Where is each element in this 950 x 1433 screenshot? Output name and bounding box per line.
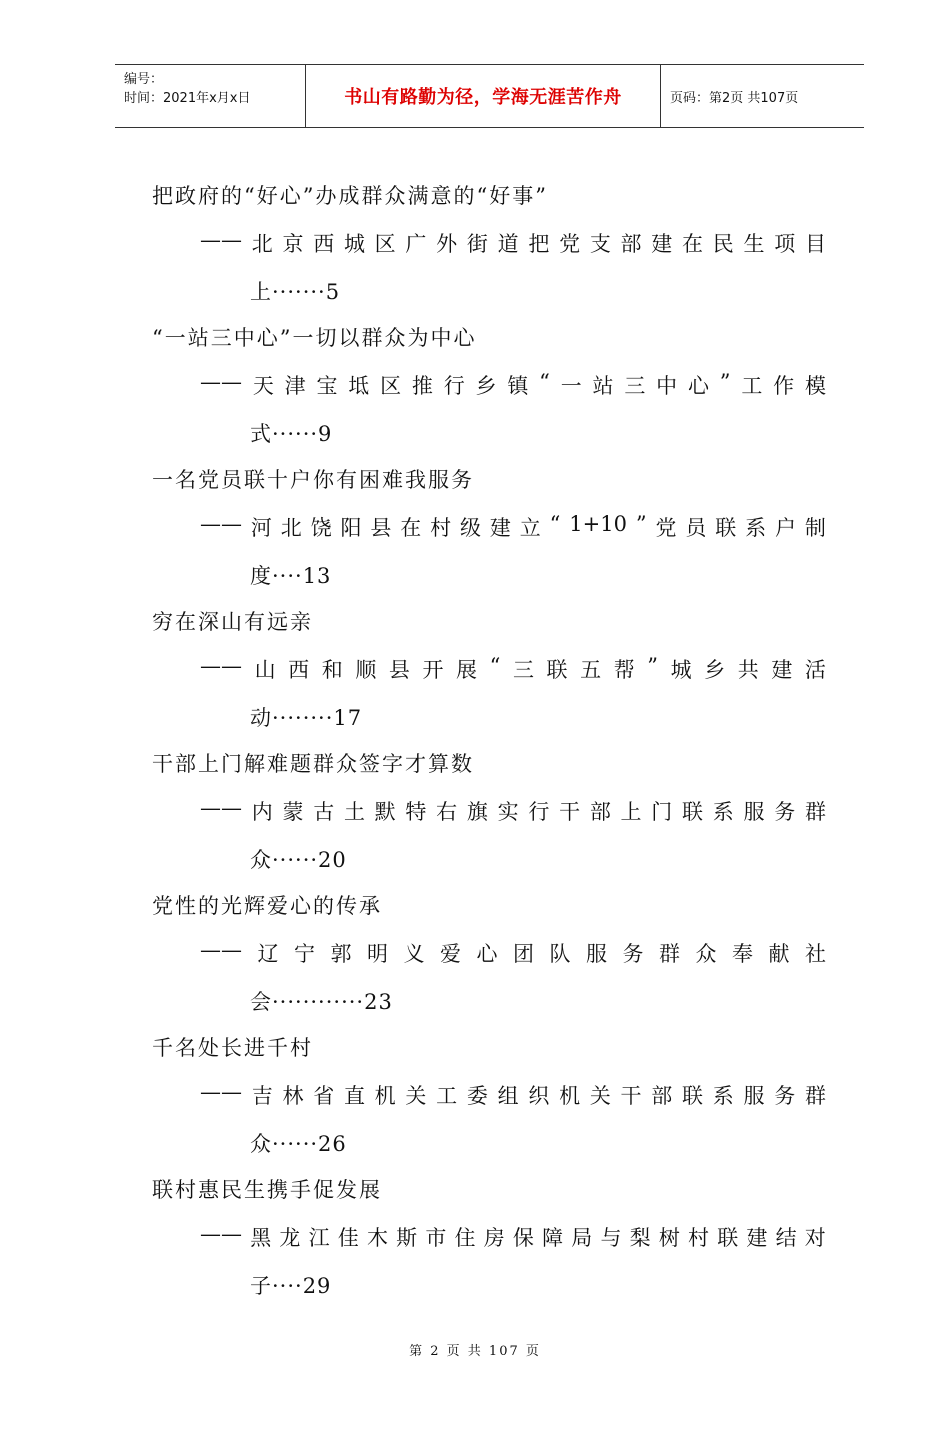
header-motto: 书山有路勤为径，学海无涯苦作舟	[344, 87, 622, 108]
toc-entry-title[interactable]: “一站三中心”一切以群众为中心	[152, 326, 477, 350]
toc-entry-subtitle[interactable]: —— 内 蒙 古 土 默 特 右 旗 实 行 干 部 上 门 联 系 服 务 群	[200, 796, 826, 824]
toc-entry-subtitle[interactable]: —— 黑 龙 江 佳 木 斯 市 住 房 保 障 局 与 梨 树 村 联 建 结 对	[200, 1222, 826, 1250]
toc-entry-page-ref[interactable]: 动········17	[250, 706, 363, 730]
toc-entry-title[interactable]: 穷在深山有远亲	[152, 610, 313, 634]
toc-entry-subtitle[interactable]: —— 天 津 宝 坻 区 推 行 乡 镇 “ 一 站 三 中 心 ” 工 作 模	[200, 370, 826, 398]
toc-entry-title[interactable]: 把政府的“好心”办成群众满意的“好事”	[152, 184, 548, 208]
toc-entry-title[interactable]: 党性的光辉爱心的传承	[152, 894, 382, 918]
toc-entry-title[interactable]: 联村惠民生携手促发展	[152, 1178, 382, 1202]
toc-entry-page-ref[interactable]: 式······9	[250, 422, 333, 446]
document-id-label: 编号：	[124, 72, 164, 87]
toc-entry-title[interactable]: 干部上门解难题群众签字才算数	[152, 752, 474, 776]
toc-entry-page-ref[interactable]: 众······26	[250, 1132, 347, 1156]
document-time: 时间：2021年x月x日	[124, 91, 251, 106]
page-header	[115, 64, 864, 128]
toc-entry-subtitle[interactable]: —— 河 北 饶 阳 县 在 村 级 建 立 “ 1+10 ” 党 员 联 系 户 制	[200, 512, 826, 540]
header-motto-cell	[306, 65, 661, 127]
toc-entry-subtitle[interactable]: —— 吉 林 省 直 机 关 工 委 组 织 机 关 干 部 联 系 服 务 群	[200, 1080, 826, 1108]
toc-entry-title[interactable]: 一名党员联十户你有困难我服务	[152, 468, 474, 492]
toc-entry-page-ref[interactable]: 众······20	[250, 848, 347, 872]
header-meta-cell	[115, 65, 306, 127]
toc-entry-title[interactable]: 千名处长进千村	[152, 1036, 313, 1060]
toc-entry-subtitle[interactable]: —— 辽 宁 郭 明 义 爱 心 团 队 服 务 群 众 奉 献 社	[200, 938, 826, 966]
toc-entry-subtitle[interactable]: —— 北 京 西 城 区 广 外 街 道 把 党 支 部 建 在 民 生 项 目	[200, 228, 826, 256]
toc-entry-page-ref[interactable]: 度····13	[250, 564, 332, 588]
toc-entry-page-ref[interactable]: 会············23	[250, 990, 393, 1014]
header-page-info: 页码：第2页 共107页	[670, 90, 799, 106]
toc-entry-page-ref[interactable]: 上·······5	[250, 280, 341, 304]
toc-entry-page-ref[interactable]: 子····29	[250, 1274, 332, 1298]
toc-entry-subtitle[interactable]: —— 山 西 和 顺 县 开 展 “ 三 联 五 帮 ” 城 乡 共 建 活	[200, 654, 826, 682]
page-footer: 第 2 页 共 107 页	[409, 1344, 541, 1359]
header-page-cell	[661, 65, 864, 127]
